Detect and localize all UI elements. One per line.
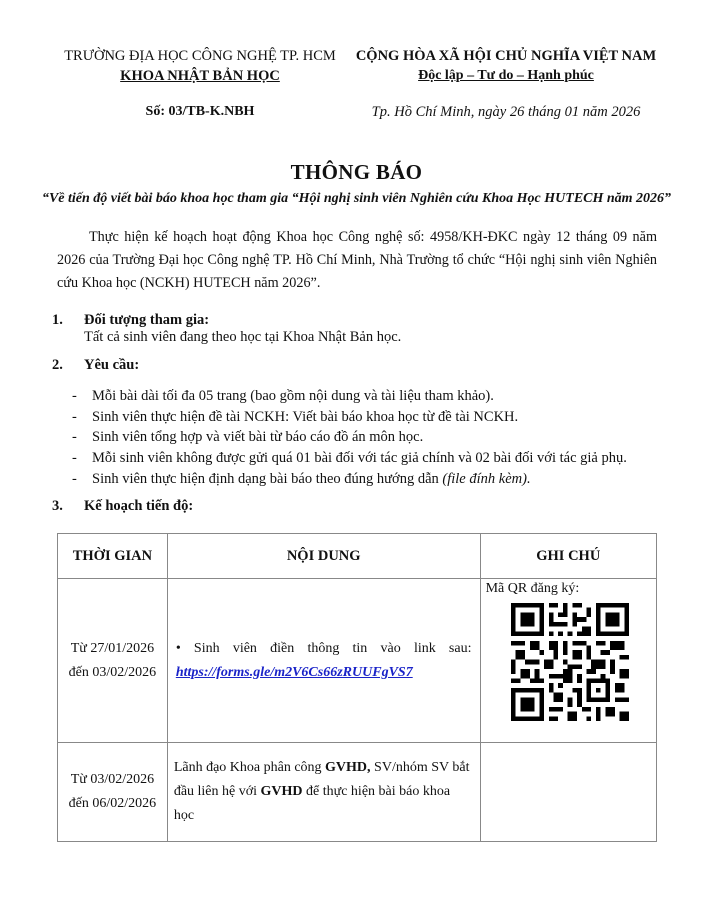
table-row — [58, 743, 657, 842]
national-motto: Độc lập – Tư do – Hạnh phúc — [418, 68, 594, 83]
section-1-body: Tất cả sinh viên đang theo học tại Khoa Nhật Bản học. — [84, 329, 402, 345]
institution-name: TRƯỜNG ĐỊA HỌC CÔNG NGHỆ TP. HCM — [64, 48, 336, 64]
content-cell — [167, 579, 480, 743]
list-item: - Sinh viên thực hiện định dạng bài báo theo đúng hướng dẫn (file đính kèm). — [72, 469, 692, 490]
section-number: 3. — [52, 498, 63, 514]
attachment-note: (file đính kèm). — [442, 470, 531, 487]
dash-bullet-icon: - — [72, 470, 77, 487]
table-row — [58, 579, 657, 743]
national-title: CỘNG HÒA XÃ HỘI CHỦ NGHĨA VIỆT NAM — [355, 48, 657, 64]
table-header-row — [58, 534, 657, 579]
section-3-heading — [52, 498, 652, 518]
time-cell — [58, 743, 168, 842]
emphasis-gvhd: GVHD, — [325, 760, 371, 775]
document-number: Số: 03/TB-K.NBH — [145, 104, 255, 119]
national-header — [340, 46, 672, 86]
content-line: • Sinh viên điền thông tin vào link sau: — [176, 637, 472, 661]
intro-paragraph — [57, 226, 657, 295]
bullet-icon: • — [175, 640, 181, 656]
column-header-note: GHI CHÚ — [480, 534, 656, 579]
section-title: Đối tượng tham gia: — [84, 312, 210, 328]
time-cell — [58, 579, 168, 743]
column-header-content: NỘI DUNG — [167, 534, 480, 579]
place-date: Tp. Hồ Chí Minh, ngày 26 tháng 01 năm 2026 — [371, 104, 641, 120]
qr-code-icon[interactable] — [511, 603, 629, 721]
section-2-heading — [52, 357, 652, 377]
requirements-list — [72, 386, 692, 489]
section-title: Yêu cầu: — [84, 357, 140, 373]
time-from: Từ 03/02/2026 — [70, 772, 155, 787]
note-cell — [480, 579, 656, 743]
dash-bullet-icon: - — [72, 450, 77, 467]
time-to: đến 06/02/2026 — [68, 796, 157, 811]
section-title: Kế hoạch tiến độ: — [84, 498, 194, 514]
intro-text: Thực hiện kế hoạch hoạt động Khoa học Công nghệ số: 4958/KH-ĐKC ngày 12 tháng 09 năm 2026 của Trường Đại học Công nghệ TP. Hồ Chí Minh, Nhà Trường tổ chức “Hội nghị sinh viên Nghiên cứu Khoa học (NCKH) HUTECH năm 2026”. — [57, 229, 657, 291]
section-number: 2. — [52, 357, 63, 373]
time-to: đến 03/02/2026 — [68, 664, 157, 680]
registration-form-link[interactable]: https://forms.gle/m2V6Cs66zRUUFgVS7 — [175, 664, 413, 680]
time-from: Từ 27/01/2026 — [70, 640, 155, 656]
issuer-block — [40, 46, 360, 86]
dash-bullet-icon: - — [72, 429, 77, 446]
dash-bullet-icon: - — [72, 408, 77, 425]
column-header-time: THỜI GIAN — [58, 534, 168, 579]
qr-label: Mã QR đăng ký: — [485, 581, 580, 596]
document-subtitle: “Về tiến độ viết bài báo khoa học tham gia “Hội nghị sinh viên Nghiên cứu Khoa Học HUTECH năm 2026” — [41, 191, 672, 206]
dash-bullet-icon: - — [72, 388, 77, 404]
note-cell — [480, 743, 656, 842]
list-item: - Mỗi bài dài tối đa 05 trang (bao gồm nội dung và tài liệu tham khảo). — [72, 386, 692, 407]
list-item: - Sinh viên tổng hợp và viết bài từ báo cáo đồ án môn học. — [72, 427, 692, 448]
emphasis-gvhd: GVHD — [260, 784, 303, 799]
schedule-table — [57, 533, 657, 842]
list-item: - Mỗi sinh viên không được gửi quá 01 bài đối với tác giả chính và 02 bài đối với tác giả phụ. — [72, 448, 692, 469]
faculty-name: KHOA NHẬT BẢN HỌC — [120, 68, 280, 84]
section-number: 1. — [52, 312, 63, 328]
list-item: - Sinh viên thực hiện đề tài NCKH: Viết bài báo khoa học từ đề tài NCKH. — [72, 407, 692, 428]
content-cell: Lãnh đạo Khoa phân công GVHD, SV/nhóm SV bắt đầu liên hệ với GVHD để thực hiện bài báo khoa học — [167, 743, 480, 842]
document-title: THÔNG BÁO — [290, 160, 423, 184]
